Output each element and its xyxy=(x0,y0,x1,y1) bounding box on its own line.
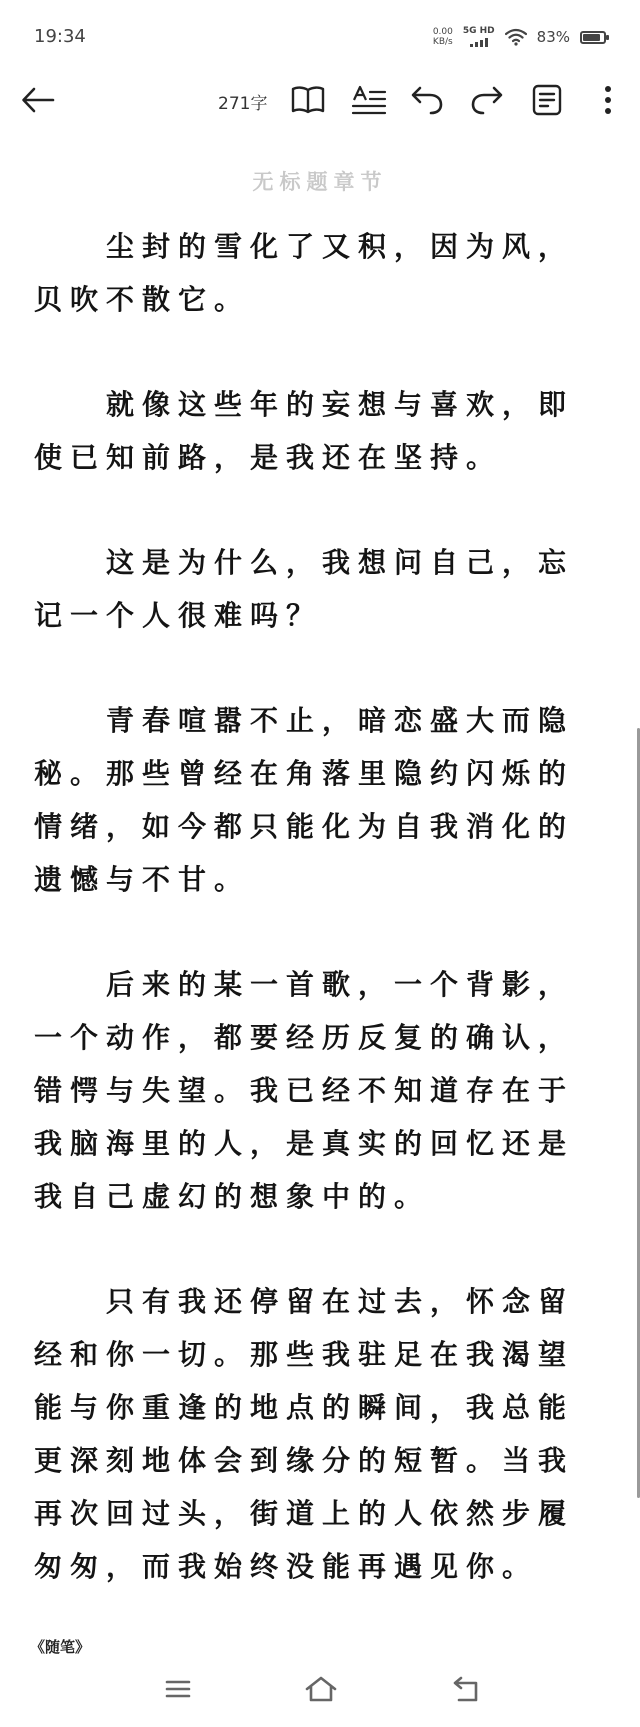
battery-percent: 83% xyxy=(536,28,570,46)
chapter-title[interactable]: 无标题章节 xyxy=(252,169,388,194)
status-bar xyxy=(0,0,640,76)
more-options-button[interactable] xyxy=(588,76,628,124)
paragraph[interactable]: 尘封的雪化了又积，因为风，贝吹不散它。 xyxy=(34,230,575,316)
back-button[interactable] xyxy=(14,76,62,124)
battery-icon xyxy=(580,31,606,44)
reading-mode-button[interactable] xyxy=(286,76,330,124)
editor-content[interactable] xyxy=(34,220,594,1645)
nav-back-button[interactable] xyxy=(436,1664,496,1714)
undo-button[interactable] xyxy=(404,76,450,124)
network-type: 5G HD xyxy=(462,26,495,36)
nav-menu-button[interactable] xyxy=(148,1664,208,1714)
more-vertical-icon xyxy=(603,85,613,115)
redo-button[interactable] xyxy=(464,76,510,124)
paragraph[interactable]: 只有我还停留在过去，怀念留经和你一切。那些我驻足在我渴望能与你重逢的地点的瞬间，我总能更深刻地体会到缘分的短暂。当我再次回过头，街道上的人依然步履匆匆，而我始终没能再遇见你。 xyxy=(34,1285,575,1583)
battery-level-fill xyxy=(583,34,600,41)
network-speed-value: 0.00 xyxy=(432,27,453,37)
redo-icon xyxy=(470,85,504,115)
network-speed xyxy=(433,27,453,47)
book-icon xyxy=(291,85,325,115)
editor-toolbar xyxy=(0,76,640,124)
paragraph[interactable]: 青春喧嚣不止，暗恋盛大而隐秘。那些曾经在角落里隐约闪烁的情绪，如今都只能化为自我消化的遗憾与不甘。 xyxy=(34,704,575,896)
wifi-icon xyxy=(505,28,527,46)
status-time: 19:34 xyxy=(34,26,86,47)
cellular-signal-icon xyxy=(463,27,495,47)
word-count: 271字 xyxy=(218,94,268,114)
network-speed-unit: KB/s xyxy=(432,37,453,47)
text-format-button[interactable] xyxy=(346,76,392,124)
home-icon xyxy=(304,1675,338,1703)
document-icon xyxy=(532,84,562,116)
back-icon xyxy=(451,1675,481,1703)
back-arrow-icon xyxy=(21,87,55,113)
paragraph[interactable]: 后来的某一首歌，一个背影，一个动作，都要经历反复的确认，错愕与失望。我已经不知道存在于我脑海里的人，是真实的回忆还是我自己虚幻的想象中的。 xyxy=(34,968,575,1213)
status-indicators xyxy=(433,22,606,52)
undo-icon xyxy=(410,85,444,115)
paragraph[interactable]: 就像这些年的妄想与喜欢，即使已知前路，是我还在坚持。 xyxy=(34,388,575,474)
menu-icon xyxy=(164,1678,192,1700)
text-format-icon xyxy=(351,85,387,115)
nav-home-button[interactable] xyxy=(291,1664,351,1714)
paragraph[interactable]: 这是为什么，我想问自己，忘记一个人很难吗？ xyxy=(34,546,575,632)
document-button[interactable] xyxy=(524,76,570,124)
system-navigation-bar xyxy=(0,1660,640,1727)
document-signature: 《随笔》 xyxy=(30,1638,91,1656)
